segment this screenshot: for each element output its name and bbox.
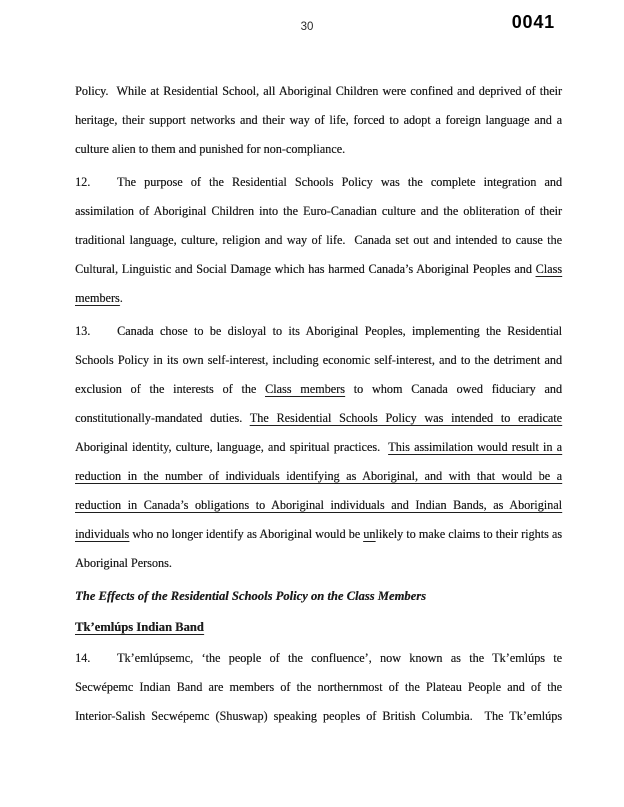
paragraph-number: 12. bbox=[75, 175, 91, 189]
paragraph-number: 13. bbox=[75, 324, 91, 338]
paragraph bbox=[75, 168, 562, 313]
paragraph bbox=[75, 77, 562, 164]
underlined-text: This assimilation would result in a reduction in the number of individuals identifying as Aboriginal, and with that would be a reduction in Canada’s obligations to Aboriginal individuals and Indian Bands, as Aboriginal individuals bbox=[75, 440, 562, 541]
section-heading bbox=[75, 582, 562, 611]
bates-stamp: 0041 bbox=[511, 12, 555, 32]
body-text: likely to make claims to their rights as Aboriginal Persons. bbox=[75, 527, 562, 570]
underlined-text: Class members bbox=[265, 382, 345, 396]
paragraph bbox=[75, 644, 562, 731]
page-number: 30 bbox=[300, 21, 314, 33]
body-text: Canada chose to be disloyal to its Aboriginal Peoples, implementing the Residential Schools Policy in its own self-interest, including economic self-interest, and to the detriment and exclusion of the interests of the bbox=[75, 324, 562, 396]
body-text: Policy. While at Residential School, all Aboriginal Children were confined and deprived of their heritage, their support networks and their way of life, forced to adopt a foreign language and a culture alien to them and punished for non-compliance. bbox=[75, 84, 562, 156]
underlined-text: Class members bbox=[75, 262, 562, 305]
heading-text: Tk’emlúps Indian Band bbox=[75, 620, 204, 634]
document-body bbox=[75, 77, 562, 735]
body-text: Aboriginal identity, culture, language, and spiritual practices. bbox=[75, 440, 389, 454]
paragraph bbox=[75, 317, 562, 578]
underlined-text: un bbox=[363, 527, 376, 541]
body-text: . bbox=[119, 291, 123, 305]
paragraph-number: 14. bbox=[75, 651, 91, 665]
body-text: to whom Canada owed fiduciary and constitutionally-mandated duties. bbox=[75, 382, 562, 425]
body-text: Tk’emlúpsemc, ‘the people of the confluence’, now known as the Tk’emlúps te Secwépemc Indian Band are members of the northernmost of the Plateau People and of the Interior-Salish Secwépemc (Shuswap) speaking peoples of British Columbia. The Tk’emlúps bbox=[75, 651, 562, 723]
body-text: who no longer identify as Aboriginal would be bbox=[129, 527, 364, 541]
page-header bbox=[0, 0, 624, 48]
subsection-heading bbox=[75, 613, 562, 642]
body-text: The purpose of the Residential Schools Policy was the complete integration and assimilation of Aboriginal Children into the Euro-Canadian culture and the obliteration of their traditional language, culture, religion and way of life. Canada set out and intended to cause the Cultural, Linguistic and Social Damage which has harmed Canada’s Aboriginal Peoples and bbox=[75, 175, 562, 276]
heading-text: The Effects of the Residential Schools Policy on the Class Members bbox=[75, 589, 426, 603]
underlined-text: The Residential Schools Policy was intended to eradicate bbox=[249, 411, 562, 425]
